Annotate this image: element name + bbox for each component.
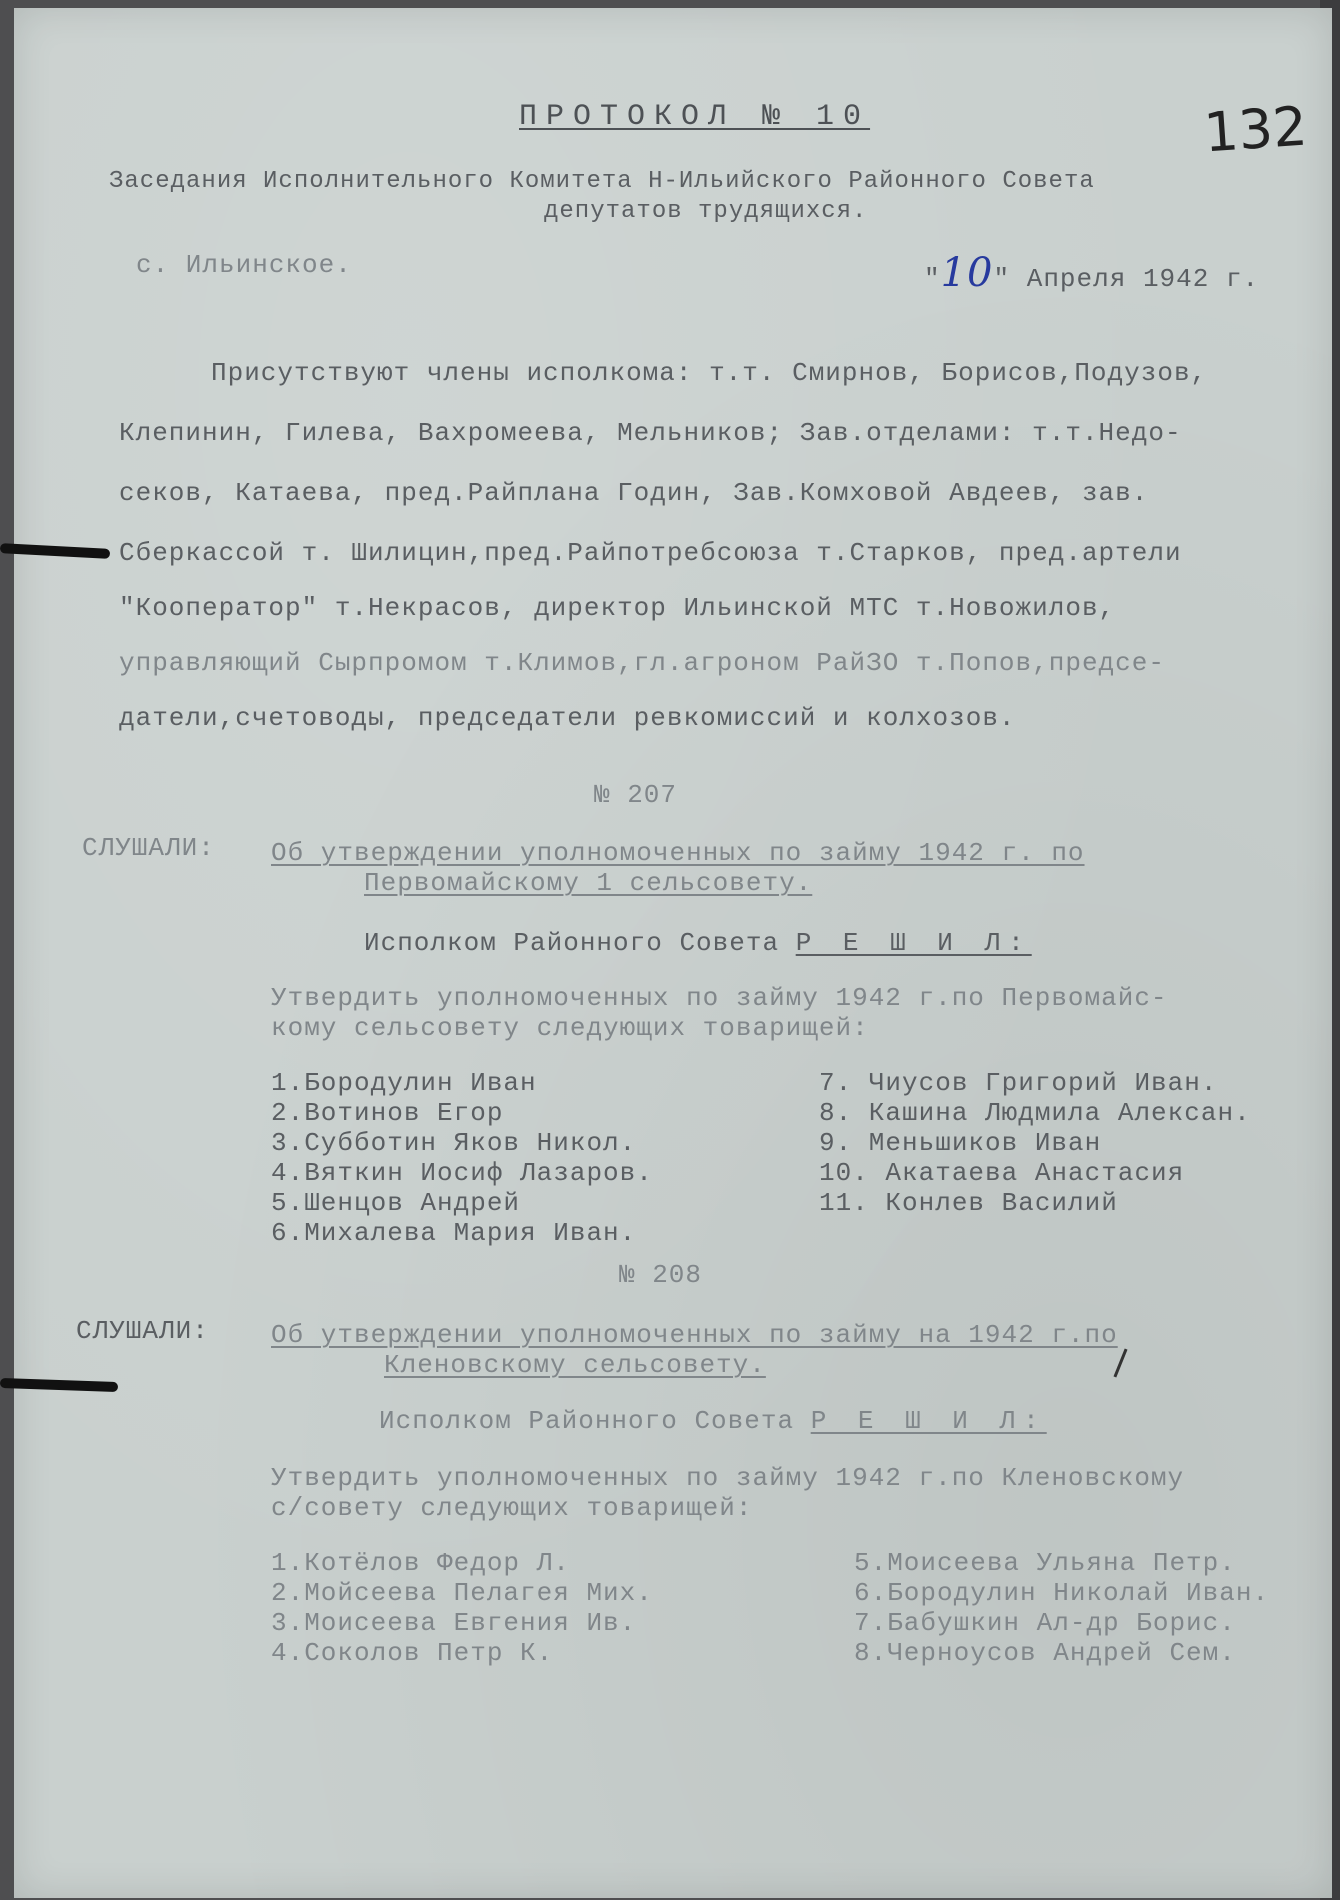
item-208-left-list-item-2: 2.Мойсеева Пелагея Мих. — [271, 1578, 653, 1608]
item-208-resolution-line-1: Утвердить уполномоченных по займу 1942 г.по Кленовскому — [271, 1463, 1185, 1493]
item-207-right-list-item-11: 11. Конлев Василий — [819, 1188, 1118, 1218]
item-207-heard-line-2: Первомайскому 1 сельсовету. — [364, 868, 813, 898]
attendance-line-5: "Кооператор" т.Некрасов, директор Ильинской МТС т.Новожилов, — [119, 593, 1116, 623]
item-208-right-list-item-7: 7.Бабушкин Ал-др Борис. — [854, 1608, 1236, 1638]
item-208-decision-prefix: Исполком Районного Совета — [379, 1406, 795, 1436]
item-208-heard-line-2: Кленовскому сельсовету. — [384, 1350, 766, 1380]
handwritten-tick-mark — [1113, 1349, 1127, 1378]
attendance-line-6: управляющий Сырпромом т.Климов,гл.агроном РайЗО т.Попов,предсе- — [119, 648, 1165, 678]
item-207-right-list-item-8: 8. Кашина Людмила Алексан. — [819, 1098, 1251, 1128]
attendance-line-4: Сберкассой т. Шилицин,пред.Райпотребсоюза т.Старков, пред.артели — [119, 538, 1182, 568]
subtitle-line-1: Заседания Исполнительного Комитета Н-Ильийского Районного Совета — [109, 168, 1095, 195]
meeting-date — [924, 250, 1259, 296]
item-207-left-list-item-4: 4.Вяткин Иосиф Лазаров. — [271, 1158, 653, 1188]
item-208-decision — [379, 1406, 1047, 1436]
meeting-place: с. Ильинское. — [136, 250, 352, 280]
item-207-left-list-item-3: 3.Субботин Яков Никол. — [271, 1128, 637, 1158]
binding-thread-lower — [0, 1378, 118, 1392]
item-207-decision-word: Р Е Ш И Л: — [795, 928, 1032, 958]
item-207-left-list-item-6: 6.Михалева Мария Иван. — [271, 1218, 637, 1248]
date-open-quote: " — [924, 264, 941, 294]
archive-page-number: 132 — [1201, 94, 1310, 165]
item-207-left-list-item-1: 1.Бородулин Иван — [271, 1068, 537, 1098]
date-month-year: " Апреля 1942 г. — [993, 264, 1260, 294]
item-207-resolution-line-2: кому сельсовету следующих товарищей: — [271, 1013, 869, 1043]
item-207-decision — [364, 928, 1032, 958]
item-207-left-list-item-5: 5.Шенцов Андрей — [271, 1188, 521, 1218]
item-207-decision-prefix: Исполком Районного Совета — [364, 928, 780, 958]
item-208-resolution-line-2: с/совету следующих товарищей: — [271, 1493, 753, 1523]
item-208-decision-word: Р Е Ш И Л: — [810, 1406, 1047, 1436]
item-208-left-list-item-4: 4.Соколов Петр К. — [271, 1638, 554, 1668]
item-207-resolution-line-1: Утвердить уполномоченных по займу 1942 г.по Первомайс- — [271, 983, 1168, 1013]
protocol-title: ПРОТОКОЛ № 10 — [519, 100, 871, 134]
item-208-left-list-item-1: 1.Котёлов Федор Л. — [271, 1548, 570, 1578]
attendance-line-3: секов, Катаева, пред.Райплана Годин, Зав.Комховой Авдеев, зав. — [119, 478, 1149, 508]
item-207-right-list-item-9: 9. Меньшиков Иван — [819, 1128, 1102, 1158]
item-207-right-list-item-10: 10. Акатаева Анастасия — [819, 1158, 1185, 1188]
item-207-heard-label: СЛУШАЛИ: — [82, 833, 215, 863]
item-208-heard-label: СЛУШАЛИ: — [76, 1316, 209, 1346]
item-207-number: № 207 — [594, 780, 678, 810]
attendance-line-1: Присутствуют члены исполкома: т.т. Смирнов, Борисов,Подузов, — [211, 358, 1208, 388]
attendance-line-7: датели,счетоводы, председатели ревкомиссий и колхозов. — [119, 703, 1016, 733]
handwritten-date-day: 10 — [940, 250, 994, 296]
subtitle-line-2: депутатов трудящихся. — [544, 198, 868, 225]
binding-thread-upper — [0, 543, 110, 559]
item-208-heard-line-1: Об утверждении уполномоченных по займу на 1942 г.по — [271, 1320, 1118, 1350]
item-208-right-list-item-8: 8.Черноусов Андрей Сем. — [854, 1638, 1236, 1668]
attendance-line-2: Клепинин, Гилева, Вахромеева, Мельников; Зав.отделами: т.т.Недо- — [119, 418, 1182, 448]
item-208-right-list-item-5: 5.Моисеева Ульяна Петр. — [854, 1548, 1236, 1578]
item-208-right-list-item-6: 6.Бородулин Николай Иван. — [854, 1578, 1270, 1608]
document-sheet — [14, 8, 1332, 1898]
item-207-heard-line-1: Об утверждении уполномоченных по займу 1942 г. по — [271, 838, 1085, 868]
item-208-number: № 208 — [619, 1260, 703, 1290]
item-208-left-list-item-3: 3.Моисеева Евгения Ив. — [271, 1608, 637, 1638]
item-207-right-list-item-7: 7. Чиусов Григорий Иван. — [819, 1068, 1218, 1098]
item-207-left-list-item-2: 2.Вотинов Егор — [271, 1098, 504, 1128]
